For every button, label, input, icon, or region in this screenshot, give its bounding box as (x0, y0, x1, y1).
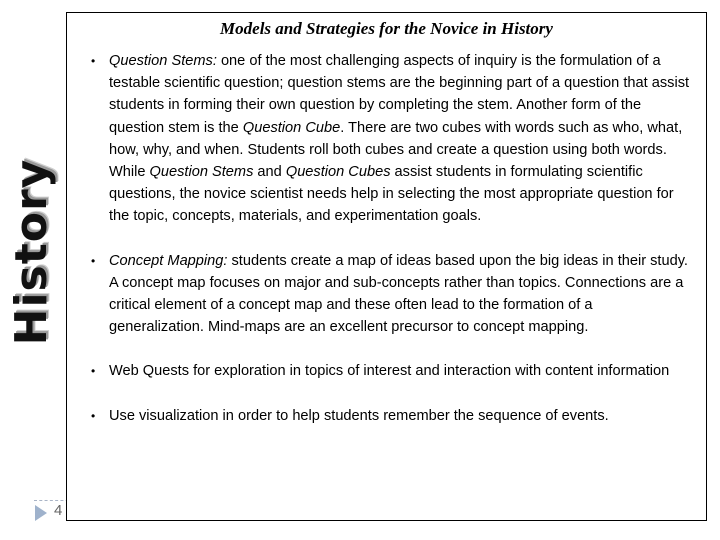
list-item-question-stems (89, 50, 690, 228)
item-text: Concept Mapping: students create a map of ideas based upon the big ideas in their study. A concept map focuses on major and sub-concepts rather than topics. Connections are a critical element of a concept map and these often lead to the formation of a generalization. Mind-maps are an excellent precursor to concept mapping. (109, 252, 688, 336)
strategy-list (89, 50, 690, 427)
bullet-icon: • (91, 253, 96, 268)
bullet-icon: • (91, 364, 96, 379)
bullet-icon: • (91, 408, 96, 423)
item-text: Web Quests for exploration in topics of interest and interaction with content information (109, 363, 670, 380)
list-item-visualization (89, 405, 690, 427)
bullet-icon: • (91, 54, 96, 68)
slide-number: 4 (54, 502, 63, 519)
slide-marker-triangle-icon (35, 505, 47, 521)
side-title-history: History (6, 158, 57, 346)
content-box (66, 12, 707, 521)
item-text: Use visualization in order to help students remember the sequence of events. (109, 407, 609, 424)
list-item-web-quests (89, 360, 690, 382)
list-item-concept-mapping (89, 250, 690, 339)
item-text: Question Stems: one of the most challenging aspects of inquiry is the formulation of a testable scientific question; question stems are the beginning part of a question that assist students in forming their own question by completing the stem. Another form of the question stem is the Question Cube. There are two cubes with words such as who, what, how, why, and when. Students roll both cubes and create a question using both words. While Question Stems and Question Cubes assist students in formulating scientific questions, the novice scientist needs help in selecting the most appropriate question for the topic, concepts, materials, and experimentation goals. (109, 53, 690, 225)
box-title: Models and Strategies for the Novice in History (220, 19, 553, 38)
